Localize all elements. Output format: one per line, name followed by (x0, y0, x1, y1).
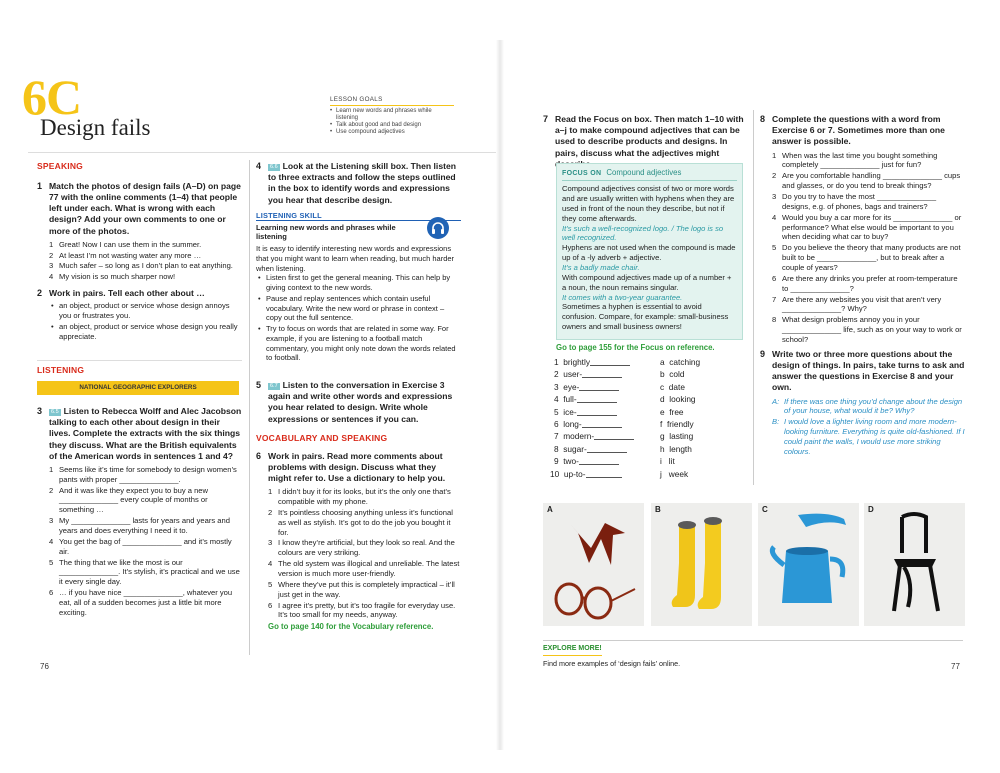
focus-on-box (556, 163, 743, 340)
match-right-item: d looking (660, 394, 696, 405)
list-item: 1 When was the last time you bought something completely ______________ just for fun? (772, 150, 938, 170)
exercise-instruction: Match the photos of design fails (A–D) on page 77 with the online comments (1–4) that people left under each. What is wrong with each design? Add your own comments to one or more of the photos. (49, 180, 241, 236)
audio-track-icon[interactable]: 6.5 (51, 409, 59, 415)
list-item: 6 I agree it’s pretty, but it’s too fragile for everyday use. It’s too small for my needs, anyway. (268, 600, 456, 620)
skill-intro: It is easy to identify interesting new words and expressions that you might want to learn when reading, but much harder when listening. (256, 244, 455, 273)
list-item: 1 I didn’t buy it for its looks, but it’s the only one that’s compatible with my phone. (268, 487, 451, 506)
match-right-item: g lasting (660, 431, 694, 442)
bullet-item: • an object, product or service whose design annoys you or frustrates you. (49, 301, 242, 321)
match-right-item: a catching (660, 357, 701, 367)
list-item: 3 I know they’re artificial, but they look so real. And the colours are very striking. (268, 538, 455, 558)
bullet-item: • Listen first to get the general meaning. This can help by giving context to the new words. (256, 273, 461, 293)
exercise-7: 7 Read the Focus on box. Then match 1–10 with a–j to make compound adjectives that can be used to describe products and designs. In pairs, discuss what the adjectives might (543, 114, 744, 158)
listening-skill-box (256, 211, 461, 363)
photo-label: D (868, 505, 874, 514)
exercise-3: 3 6.5 Listen to Rebecca Wolff and Alec Jacobson talking to each other about design in their lives. Complete the extracts with the six things they discuss. What are the British equivalents of the American words in sentences 1 and 4? (37, 406, 242, 461)
focus-reference-link[interactable]: Go to page 155 for the Focus on reference. (556, 343, 715, 352)
match-left-item: 9 two- (554, 456, 654, 468)
exercise-8-items (760, 151, 965, 345)
match-right-item: h length (660, 443, 692, 454)
focus-example: It’s such a well-recognized logo. / The logo is so well recognized. (562, 223, 724, 243)
list-item: 3 Much safer – so long as I don’t plan to eat anything. (49, 261, 233, 271)
exercise-1 (37, 181, 242, 237)
match-right-list (660, 357, 750, 481)
column-2-lower (256, 380, 461, 632)
list-item: 5 Where they’ve put this is completely impractical – it’ll just get in the way. (268, 579, 455, 599)
match-left-item: 1 brightly (554, 357, 654, 369)
match-right-item: i lit (660, 456, 675, 467)
photo-a (543, 503, 644, 626)
skill-heading: LISTENING SKILL (256, 211, 461, 221)
focus-example: It’s a badly made chair. (562, 263, 640, 272)
list-item: 6 Are there any drinks you prefer at room-temperature to ______________? (772, 273, 958, 293)
match-left-item: 4 full- (554, 394, 654, 406)
photo-label: C (762, 505, 768, 514)
dialogue-line: A: If there was one thing you’d change about the design of your house, what would it be? Why? (772, 396, 963, 416)
explore-more (543, 640, 963, 668)
list-item: 3 My ______________ lasts for years and years and years and does everything I need it to. (49, 516, 230, 536)
exercise-2: 2 Work in pairs. Tell each other about … (37, 288, 205, 299)
match-right-item: e free (660, 406, 684, 417)
exercise-6: 6 Work in pairs. Read more comments about problems with design. Discuss what they might refer to. Use a dictionary to help you. (256, 450, 446, 483)
list-item: 4 You get the bag of ______________ and it’s mostly air. (49, 536, 232, 556)
speaking-heading: SPEAKING (37, 161, 83, 171)
list-item: 4 Would you buy a car more for its ______________ or performance? What else would be important to you when deciding what car to buy? (772, 212, 962, 242)
vocabulary-reference-link[interactable]: Go to page 140 for the Vocabulary reference. (268, 622, 434, 632)
list-item: 8 What design problems annoy you in your ______________ life, such as on your way to work or school? (772, 315, 962, 344)
audio-track-icon[interactable]: 6.7 (270, 383, 278, 389)
list-item: 2 It’s pointless choosing anything unless it’s functional as well as stylish. It’s got to do the job you bought it for. (268, 507, 453, 537)
exercise-4: 4 6.6 Look at the Listening skill box. Then listen to three extracts and follow the steps outlined in the box to identify words and expressions you hear that describe design. (256, 161, 456, 205)
photo-b (651, 503, 752, 626)
page-number-right: 77 (951, 662, 960, 671)
match-left-list (550, 357, 654, 481)
column-2 (256, 161, 461, 364)
list-item: 7 Are there any websites you visit that aren’t very ______________? Why? (772, 294, 942, 314)
listening-heading: LISTENING (37, 360, 242, 376)
match-left-item: 2 user- (554, 369, 654, 381)
boots-photo-icon (651, 503, 752, 626)
vocabulary-heading: VOCABULARY AND SPEAKING (256, 432, 388, 443)
lesson-goals-title: LESSON GOALS (330, 96, 454, 106)
list-item: 2 At least I’m not wasting water any more … (49, 250, 202, 260)
unit-title: Design fails (40, 115, 151, 140)
audio-track-icon[interactable]: 6.6 (270, 164, 278, 170)
column-1-lower (37, 406, 242, 619)
lesson-goals (330, 96, 454, 136)
match-left-item: 7 modern- (554, 431, 654, 443)
focus-heading: FOCUS ON Compound adjectives (562, 168, 737, 181)
photo-label: A (547, 505, 553, 514)
exercise-9: 9 Write two or three more questions about the design of things. In pairs, take turns to ask and answer the questions in Exercise 8 and your own. (760, 348, 965, 393)
match-right-item: f friendly (660, 418, 694, 429)
match-left-item: 10 up-to- (550, 469, 654, 481)
exercise-5: 5 6.7 Listen to the conversation in Exercise 3 again and write other words and expressions you hear related to design. Write whole expressions or sentences if you can. (256, 380, 453, 424)
list-item: 1 Seems like it’s time for somebody to design women’s pants with proper ______________. (49, 464, 237, 484)
exercise-number: 1 (37, 180, 43, 191)
focus-example: It comes with a two-year guarantee. (562, 292, 683, 302)
exercise-2-bullets (37, 301, 242, 341)
focus-paragraph: Hyphens are not used when the compound is made up of a -ly adverb + adjective. (562, 243, 736, 263)
glasses-photo-icon (543, 503, 644, 626)
column-divider (753, 110, 754, 485)
watering-can-photo-icon (758, 503, 859, 626)
photo-c (758, 503, 859, 626)
book-spine (496, 40, 504, 750)
column-1 (37, 161, 242, 343)
list-item: 2 Are you comfortable handling ______________ cups and glasses, or do you tend to break things? (772, 171, 961, 191)
list-item: 6 … if you have nice ______________, whatever you eat, all of a sudden becomes just a little bit more exciting. (49, 588, 233, 617)
explore-heading: EXPLORE MORE! (543, 645, 602, 656)
match-left-item: 6 long- (554, 419, 654, 431)
match-left-item: 3 eye- (554, 382, 654, 394)
exercise-8: 8 Complete the questions with a word from Exercise 6 or 7. Sometimes more than one answer is possible. (760, 114, 945, 147)
list-item: 2 And it was like they expect you to buy a new ______________ every couple of months or something … (49, 485, 209, 515)
match-left-item: 5 ice- (554, 407, 654, 419)
explore-text: Find more examples of ‘design fails’ online. (543, 658, 681, 668)
header-divider (28, 152, 496, 153)
column-4 (760, 114, 965, 458)
column-divider (249, 160, 250, 655)
photo-d (864, 503, 965, 626)
chair-photo-icon (864, 503, 965, 626)
match-left-item: 8 sugar- (554, 444, 654, 456)
focus-paragraph: Sometimes a hyphen is essential to avoid confusion. Compare, for example: small-business owners and small business owners! (562, 302, 729, 332)
exercise-3-items (37, 465, 242, 618)
unit-code: 6C (22, 69, 82, 125)
goal-item: • Learn new words and phrases while listening (330, 108, 454, 122)
match-right-item: j week (660, 468, 689, 479)
goal-item: • Talk about good and bad design (330, 122, 454, 129)
page-number-left: 76 (40, 662, 49, 671)
focus-paragraph: Compound adjectives consist of two or more words and are usually written with hyphens when they are used in front of the noun they describe, but not if they come afterwards. (562, 184, 735, 223)
bullet-item: • Try to focus on words that are related in some way. For example, if you are listening to a football match commentary, you might only note down the words related to football. (256, 324, 461, 363)
list-item: 1 Great! Now I can use them in the summer. (49, 239, 202, 249)
list-item: 5 The thing that we like the most is our ______________. It’s stylish, it’s practical and we use it every single day. (49, 557, 240, 587)
headphones-icon (427, 217, 449, 239)
list-item: 5 Do you believe the theory that many products are not built to be ______________, but to break after a couple of years? (772, 243, 961, 272)
exercise-9-dialogue (760, 397, 965, 457)
list-item: 3 Do you try to have the most ______________ designs, e.g. of phones, bags and trainers? (772, 191, 937, 211)
match-right-item: b cold (660, 369, 685, 380)
list-item: 4 The old system was illogical and unreliable. The latest version is much more user-friendly. (268, 559, 460, 578)
photo-label: B (655, 505, 661, 514)
explorers-bar: NATIONAL GEOGRAPHIC EXPLORERS (37, 381, 239, 395)
skill-subheading: Learning new words and phrases while listening (256, 223, 396, 242)
bullet-item: • an object, product or service whose design you really appreciate. (49, 322, 242, 342)
goal-item: • Use compound adjectives (330, 129, 454, 136)
exercise-6-items (256, 487, 461, 620)
bullet-item: • Pause and replay sentences which contain useful vocabulary. Write the new word or phrase in context – copy out the full sentence. (256, 294, 461, 323)
exercise-1-items (37, 240, 242, 282)
list-item: 4 My vision is so much sharper now! (49, 272, 176, 282)
dialogue-line: B: I would love a lighter living room and more modern-looking furniture. Everything is quite old-fashioned. If I could paint the walls, I would use more striking colours. (772, 417, 965, 456)
match-right-item: c date (660, 381, 685, 392)
focus-paragraph: With compound adjectives made up of a number + a noun, the noun remains singular. (562, 272, 732, 292)
